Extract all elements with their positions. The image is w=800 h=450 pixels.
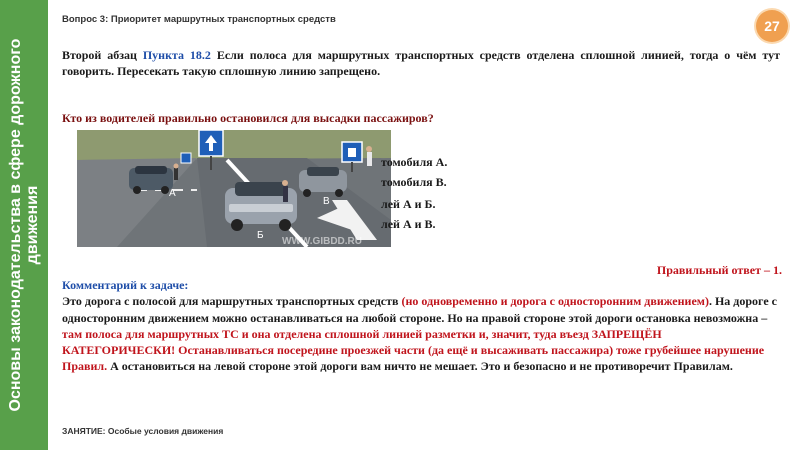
image-watermark: WWW.GIBDD.RU: [282, 236, 362, 247]
road-scene-image: [77, 130, 391, 247]
car-label-b-center: Б: [257, 230, 264, 241]
answer-option-3: лей А и Б.: [381, 197, 436, 211]
car-label-a: А: [169, 188, 176, 199]
road-scene-illustration: [77, 130, 391, 247]
answer-option-2: томобиля В.: [381, 175, 447, 189]
question-text: Кто из водителей правильно остановился для высадки пассажиров?: [62, 111, 434, 125]
comment-highlight-1: (но одновременно и дорога с односторонним движением): [401, 294, 709, 309]
answer-option-4: лей А и В.: [381, 217, 436, 231]
comment-highlight-2: там полоса для маршрутных ТС и она отделена сплошной линией разметки и, значит, туда въезд ЗАПРЕЩЁН КАТЕГОРИЧЕСКИ! Останавливаться посередине проезжей части (да ещё и высаживать пассажира) тоже грубейшее нарушение Правил.: [62, 326, 765, 374]
comment-body: [62, 293, 777, 374]
rule-reference-link[interactable]: Пункта 18.2: [142, 48, 211, 62]
lesson-footer: ЗАНЯТИЕ: Особые условия движения: [62, 426, 224, 436]
sidebar-title: Основы законодательства в сфере дорожного движения: [7, 38, 41, 412]
rule-paragraph: [62, 47, 780, 79]
rule-text-end: Если полоса для маршрутных транспортных средств отделена сплошной линией, тогда о чём тут говорить. Пересекать такую сплошную линию запрещено.: [62, 48, 780, 78]
slide-header: Вопрос 3: Приоритет маршрутных транспортных средств: [62, 14, 336, 25]
slide-number-badge: 27: [756, 10, 788, 42]
correct-answer: Правильный ответ – 1.: [656, 263, 782, 277]
sidebar: [0, 0, 48, 450]
comment-text-1: Это дорога с полосой для маршрутных транспортных средств: [62, 294, 402, 309]
answer-option-1: томобиля А.: [381, 155, 448, 169]
comment-title: Комментарий к задаче:: [62, 278, 189, 292]
comment-text-3: А остановиться на левой стороне этой дороги вам ничто не мешает. Это и безопасно и не противоречит Правилам.: [107, 359, 733, 374]
rule-text-start: Второй абзац: [62, 48, 143, 62]
car-label-b-right: В: [323, 196, 330, 207]
comment-text-2: . На дороге с односторонним движением можно останавливаться на любой стороне. Но на правой стороне этой дороги остановка невозможна –: [62, 294, 777, 325]
comment-block: [62, 277, 777, 375]
